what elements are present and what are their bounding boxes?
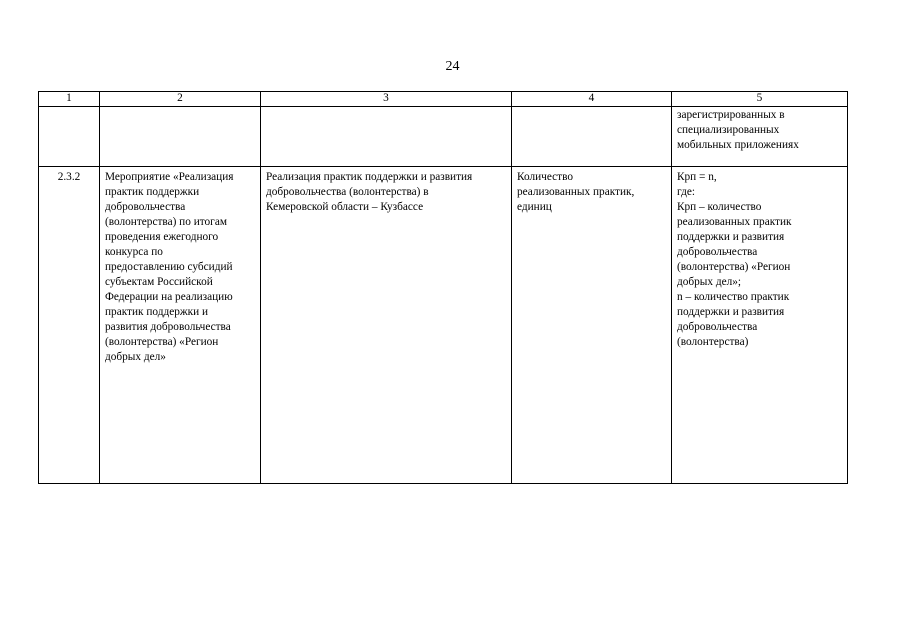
continuation-cell-1 <box>39 107 100 167</box>
continuation-row <box>39 107 848 167</box>
row-number-cell: 2.3.2 <box>39 167 100 484</box>
continuation-cell-5: зарегистрированных в специализированных мобильных приложениях <box>672 107 848 167</box>
header-cell-5: 5 <box>672 92 848 107</box>
continuation-cell-2 <box>100 107 261 167</box>
indicator-cell: Количество реализованных практик, единиц <box>512 167 672 484</box>
table-header-row <box>39 92 848 107</box>
header-cell-1: 1 <box>39 92 100 107</box>
event-cell: Мероприятие «Реализация практик поддержки добровольчества (волонтерства) по итогам проведения ежегодного конкурса по предоставлению субсидий субъектам Российской Федерации на реализацию практик поддержки и развития добровольчества (волонтерства) «Регион добрых дел» <box>100 167 261 484</box>
continuation-cell-3 <box>261 107 512 167</box>
header-cell-4: 4 <box>512 92 672 107</box>
header-cell-3: 3 <box>261 92 512 107</box>
page-number: 24 <box>445 59 460 74</box>
header-cell-2: 2 <box>100 92 261 107</box>
formula-cell: Крп = n, где: Крп – количество реализованных практик поддержки и развития добровольчества (волонтерства) «Регион добрых дел»; n – количество практик поддержки и развития добровольчества (волонтерства) <box>672 167 848 484</box>
indicators-table <box>38 91 848 484</box>
result-cell: Реализация практик поддержки и развития добровольчества (волонтерства) в Кемеровской области – Кузбассе <box>261 167 512 484</box>
table-row <box>39 167 848 484</box>
continuation-cell-4 <box>512 107 672 167</box>
